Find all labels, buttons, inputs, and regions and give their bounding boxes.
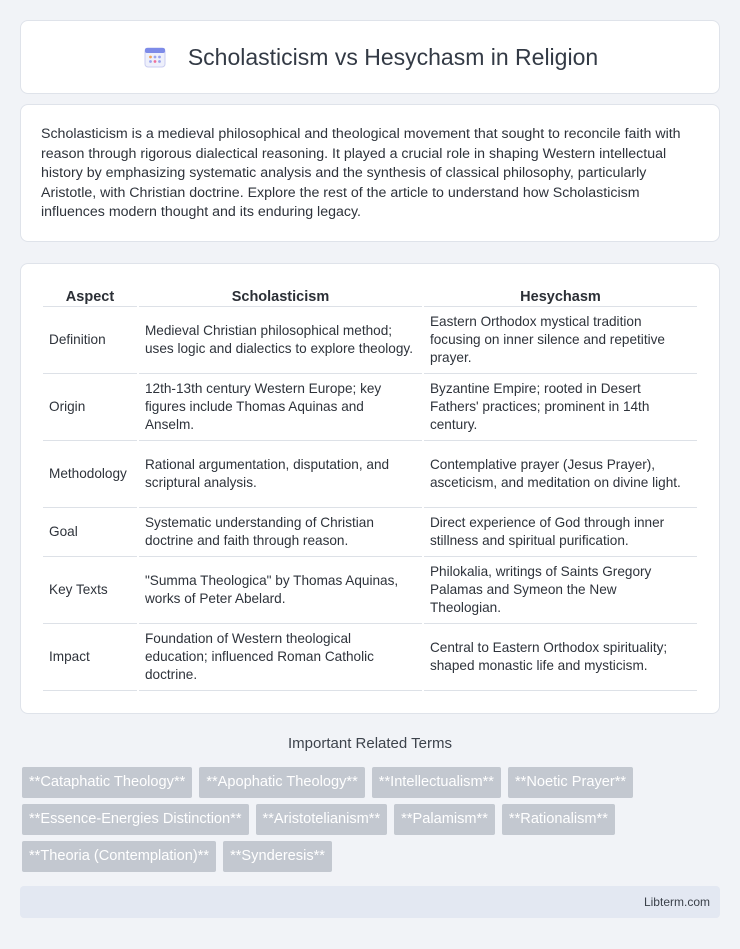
hesychasm-cell: Central to Eastern Orthodox spirituality; shaped monastic life and mysticism. [424,624,697,691]
scholasticism-cell: 12th-13th century Western Europe; key figures include Thomas Aquinas and Anselm. [139,374,422,441]
related-term-tag[interactable]: **Essence-Energies Distinction** [22,804,249,835]
aspect-cell: Methodology [43,441,137,508]
related-term-tag[interactable]: **Rationalism** [502,804,615,835]
calendar-grid-icon [142,44,168,70]
header-scholasticism: Scholasticism [139,285,422,307]
scholasticism-cell: Foundation of Western theological education; influenced Roman Catholic doctrine. [139,624,422,691]
scholasticism-cell: Rational argumentation, disputation, and scriptural analysis. [139,441,422,508]
related-terms-title: Important Related Terms [288,735,452,752]
aspect-cell: Goal [43,508,137,557]
related-term-tag[interactable]: **Palamism** [394,804,495,835]
table-row [43,557,697,624]
header-card [20,20,720,94]
hesychasm-cell: Philokalia, writings of Saints Gregory Palamas and Symeon the New Theologian. [424,557,697,624]
footer-site-link[interactable]: Libterm.com [643,895,710,909]
page-title: Scholasticism vs Hesychasm in Religion [187,43,599,70]
table-row [43,624,697,691]
scholasticism-cell: "Summa Theologica" by Thomas Aquinas, works of Peter Abelard. [139,557,422,624]
aspect-cell: Origin [43,374,137,441]
related-term-tag[interactable]: **Apophatic Theology** [199,767,364,798]
table-row [43,374,697,441]
related-term-tag[interactable]: **Intellectualism** [372,767,501,798]
comparison-card [20,263,720,714]
intro-paragraph: Scholasticism is a medieval philosophical and theological movement that sought to reconcile faith with reason through rigorous dialectical reasoning. It played a crucial role in shaping Western intellectual history by emphasizing systematic analysis and the synthesis of classical philosophy, particularly Aristotle, with Christian doctrine. Explore the rest of the article to understand how Scholasticism influences modern thought and its enduring legacy. [41,126,681,221]
scholasticism-cell: Systematic understanding of Christian doctrine and faith through reason. [139,508,422,557]
related-term-tag[interactable]: **Synderesis** [223,841,332,872]
table-row [43,307,697,374]
hesychasm-cell: Eastern Orthodox mystical tradition focusing on inner silence and repetitive prayer. [424,307,697,374]
header-hesychasm: Hesychasm [424,285,697,307]
hesychasm-cell: Byzantine Empire; rooted in Desert Fathers' practices; prominent in 14th century. [424,374,697,441]
aspect-cell: Definition [43,307,137,374]
related-terms-list [22,767,722,878]
related-term-tag[interactable]: **Cataphatic Theology** [22,767,192,798]
header-aspect: Aspect [43,285,137,307]
related-term-tag[interactable]: **Noetic Prayer** [508,767,633,798]
intro-card [20,104,720,242]
comparison-table [41,285,699,691]
table-header-row [43,285,697,307]
footer-bar [20,886,720,918]
aspect-cell: Impact [43,624,137,691]
table-row [43,508,697,557]
table-row [43,441,697,508]
related-term-tag[interactable]: **Theoria (Contemplation)** [22,841,216,872]
hesychasm-cell: Contemplative prayer (Jesus Prayer), asceticism, and meditation on divine light. [424,441,697,508]
aspect-cell: Key Texts [43,557,137,624]
related-term-tag[interactable]: **Aristotelianism** [256,804,388,835]
hesychasm-cell: Direct experience of God through inner stillness and spiritual purification. [424,508,697,557]
scholasticism-cell: Medieval Christian philosophical method; uses logic and dialectics to explore theology. [139,307,422,374]
